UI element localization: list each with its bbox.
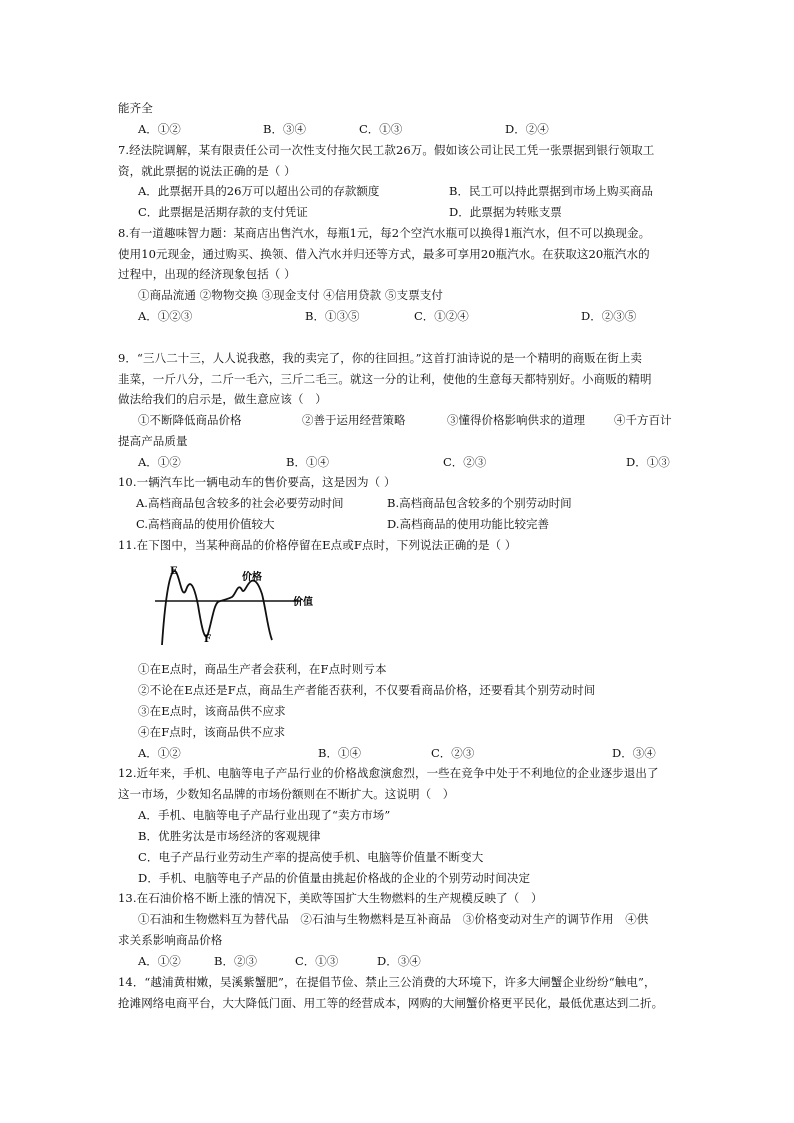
- q9-option-b: B．①④: [286, 455, 329, 469]
- price-value-curve-figure: [150, 560, 330, 650]
- price-label: 价格: [242, 572, 262, 583]
- q14-stem-line1: 14．“越浦黄柑嫩，吴溪紫蟹肥”，在提倡节俭、禁止三公消费的大环境下，许多大闸蟹企业纷纷“触电”，: [118, 975, 656, 989]
- q13-items-line1: ①石油和生物燃料互为替代品 ②石油与生物燃料是互补商品 ③价格变动对生产的调节作用 ④供: [138, 912, 649, 926]
- q12-option-a: A．手机、电脑等电子产品行业出现了“卖方市场”: [138, 808, 391, 822]
- q8-option-d: D．②③⑤: [581, 309, 637, 323]
- q12-option-c: C．电子产品行业劳动生产率的提高使手机、电脑等价值量不断变大: [138, 850, 484, 864]
- q10-option-b: B.高档商品包含较多的个别劳动时间: [387, 496, 572, 510]
- q11-item-1: ①在E点时，商品生产者会获利，在F点时则亏本: [138, 662, 387, 676]
- q7-option-a: A．此票据开具的26万可以超出公司的存款额度: [138, 184, 380, 198]
- q12-stem-line1: 12.近年来，手机、电脑等电子产品行业的价格战愈演愈烈，一些在竞争中处于不利地位的企业逐步退出了: [118, 766, 659, 780]
- q9-option-a: A．①②: [138, 455, 181, 469]
- point-f-label: F: [204, 634, 212, 645]
- q8-option-c: C．①②④: [414, 309, 469, 323]
- q9-item-4: ④千方百计: [614, 413, 672, 427]
- q11-item-2: ②不论在E点还是F点，商品生产者能否获利，不仅要看商品价格，还要看其个别劳动时间: [138, 683, 596, 697]
- q9-item-2: ②善于运用经营策略: [302, 413, 406, 427]
- q9-item-4-cont: 提高产品质量: [118, 434, 188, 448]
- intro-tail: 能齐全: [118, 101, 153, 115]
- q8-items: ①商品流通 ②物物交换 ③现金支付 ④信用贷款 ⑤支票支付: [138, 288, 444, 302]
- q7-stem-line2: 资，就此票据的说法正确的是（ ）: [118, 164, 296, 178]
- q13-option-a: A．①②: [138, 954, 181, 968]
- q13-option-b: B．②③: [214, 954, 257, 968]
- q6-option-b: B．③④: [263, 122, 306, 136]
- q11-option-d: D．③④: [612, 746, 656, 760]
- q11-option-b: B．①④: [318, 746, 361, 760]
- q6-option-c: C．①③: [359, 122, 403, 136]
- q9-item-3: ③懂得价格影响供求的道理: [447, 413, 585, 427]
- q9-stem-line3: 做法给我们的启示是，做生意应该（ ）: [118, 392, 327, 406]
- q9-stem-line1: 9．“三八二十三，人人说我憨，我的卖完了，你的往回担。”这首打油诗说的是一个精明的商贩在街上卖: [118, 351, 643, 365]
- point-e-label: E: [170, 566, 178, 577]
- q13-stem: 13.在石油价格不断上涨的情况下，美欧等国扩大生物燃料的生产规模反映了（ ）: [118, 891, 543, 905]
- q11-item-4: ④在F点时，该商品供不应求: [138, 725, 286, 739]
- q13-option-c: C．①③: [295, 954, 339, 968]
- q14-stem-line2: 抢滩网络电商平台，大大降低门面、用工等的经营成本，网购的大闸蟹价格更平民化，最低优惠达到二折。: [118, 996, 664, 1010]
- q7-option-d: D．此票据为转账支票: [449, 205, 562, 219]
- q11-option-c: C．②③: [431, 746, 475, 760]
- q6-option-d: D．②④: [505, 122, 549, 136]
- q13-items-line2: 求关系影响商品价格: [118, 933, 223, 947]
- q8-stem-line2: 使用10元现金，通过购买、换领、借入汽水并归还等方式，最多可享用20瓶汽水。在获取这20瓶汽水的: [118, 247, 650, 261]
- value-label: 价值: [293, 597, 313, 608]
- q8-stem-line3: 过程中，出现的经济现象包括（ ）: [118, 267, 296, 281]
- q8-stem-line1: 8.有一道趣味智力题：某商店出售汽水，每瓶1元，每2个空汽水瓶可以换得1瓶汽水，但不可以换现金。: [118, 226, 651, 240]
- q6-option-a: A．①②: [138, 122, 181, 136]
- q9-option-c: C．②③: [443, 455, 487, 469]
- q11-stem: 11.在下图中，当某种商品的价格停留在E点或F点时，下列说法正确的是（ ）: [118, 538, 517, 552]
- q7-option-b: B．民工可以持此票据到市场上购买商品: [449, 184, 653, 198]
- q11-option-a: A．①②: [138, 746, 181, 760]
- q10-option-a: A.高档商品包含较多的社会必要劳动时间: [136, 496, 344, 510]
- q13-option-d: D．③④: [377, 954, 421, 968]
- q12-option-b: B．优胜劣汰是市场经济的客观规律: [138, 829, 321, 843]
- q9-stem-line2: 韭菜，一斤八分，二斤一毛六，三斤二毛三。就这一分的让利，使他的生意每天都特别好。小商贩的精明: [118, 372, 652, 386]
- q10-stem: 10.一辆汽车比一辆电动车的售价要高，这是因为（ ）: [118, 475, 396, 489]
- q11-item-3: ③在E点时，该商品供不应求: [138, 704, 286, 718]
- q10-option-c: C.高档商品的使用价值较大: [136, 517, 275, 531]
- q7-option-c: C．此票据是活期存款的支付凭证: [138, 205, 308, 219]
- q9-option-d: D．①③: [626, 455, 670, 469]
- q7-stem-line1: 7.经法院调解，某有限责任公司一次性支付拖欠民工款26万。假如该公司让民工凭一张票据到银行领取工: [118, 143, 655, 157]
- q8-option-b: B．①③⑤: [305, 309, 360, 323]
- q10-option-d: D.高档商品的使用功能比较完善: [387, 517, 549, 531]
- q12-option-d: D．手机、电脑等电子产品的价值量由挑起价格战的企业的个别劳动时间决定: [138, 871, 531, 885]
- q12-stem-line2: 这一市场，少数知名品牌的市场份额则在不断扩大。这说明（ ）: [118, 787, 455, 801]
- q8-option-a: A．①②③: [138, 309, 193, 323]
- q9-item-1: ①不断降低商品价格: [138, 413, 242, 427]
